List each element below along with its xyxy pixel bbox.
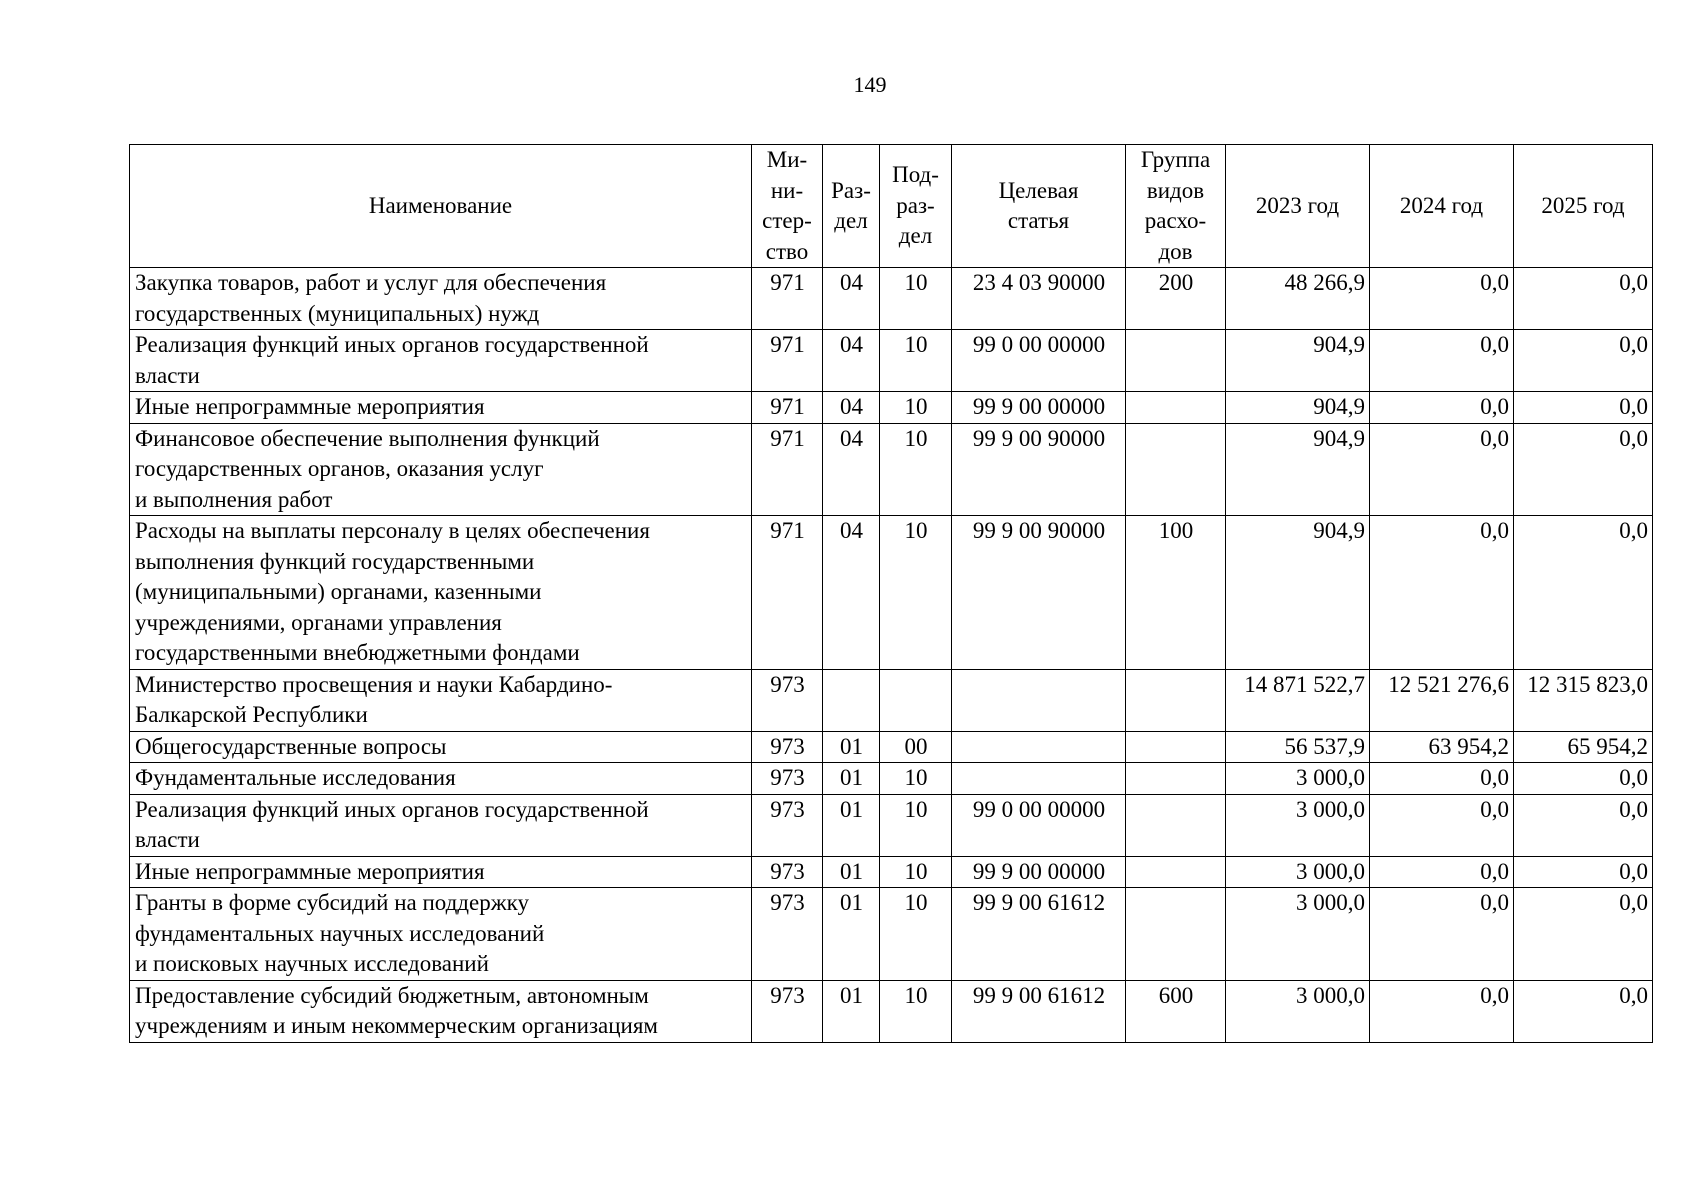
cell-name-line: власти xyxy=(135,362,200,388)
cell-ministry: 973 xyxy=(752,980,823,1042)
header-name: Наименование xyxy=(130,145,752,268)
cell-name-line: государственными внебюджетными фондами xyxy=(135,640,580,665)
cell-subsection: 00 xyxy=(880,731,952,763)
cell-section: 01 xyxy=(823,794,880,856)
cell-name xyxy=(130,330,752,392)
table-row xyxy=(130,516,1653,670)
cell-2025: 0,0 xyxy=(1514,268,1653,330)
cell-target: 99 0 00 00000 xyxy=(952,794,1126,856)
budget-table xyxy=(129,144,1653,1043)
cell-name-line: фундаментальных научных исследований xyxy=(135,920,545,946)
cell-name-line: выполнения функций государственными xyxy=(135,548,535,574)
cell-group xyxy=(1126,392,1226,424)
cell-ministry: 971 xyxy=(752,268,823,330)
cell-ministry: 971 xyxy=(752,330,823,392)
cell-target: 99 9 00 00000 xyxy=(952,392,1126,424)
cell-section: 01 xyxy=(823,856,880,888)
cell-2024: 0,0 xyxy=(1370,888,1514,981)
cell-2023: 3 000,0 xyxy=(1226,856,1370,888)
cell-2025: 0,0 xyxy=(1514,392,1653,424)
cell-group xyxy=(1126,888,1226,981)
header-2025: 2025 год xyxy=(1514,145,1653,268)
cell-target xyxy=(952,731,1126,763)
cell-name-line: государственных органов, оказания услуг xyxy=(135,456,544,481)
page-number: 149 xyxy=(853,72,887,97)
cell-ministry: 973 xyxy=(752,794,823,856)
cell-name-line: Общегосударственные вопросы xyxy=(135,733,447,759)
cell-name-line: Предоставление субсидий бюджетным, автономным xyxy=(135,982,649,1008)
cell-subsection: 10 xyxy=(880,763,952,795)
cell-target: 99 9 00 90000 xyxy=(952,516,1126,670)
cell-target: 99 9 00 90000 xyxy=(952,423,1126,516)
cell-name xyxy=(130,392,752,424)
cell-name xyxy=(130,669,752,731)
cell-name-line: (муниципальными) органами, казенными xyxy=(135,579,542,604)
cell-2023: 904,9 xyxy=(1226,516,1370,670)
table-row xyxy=(130,763,1653,795)
cell-name xyxy=(130,856,752,888)
cell-name-line: Закупка товаров, работ и услуг для обеспечения xyxy=(135,270,607,295)
cell-name xyxy=(130,763,752,795)
cell-name-line: власти xyxy=(135,827,200,852)
cell-target: 99 0 00 00000 xyxy=(952,330,1126,392)
cell-2023: 904,9 xyxy=(1226,330,1370,392)
table-row xyxy=(130,392,1653,424)
cell-2025: 0,0 xyxy=(1514,423,1653,516)
cell-2023: 56 537,9 xyxy=(1226,731,1370,763)
cell-2023: 3 000,0 xyxy=(1226,763,1370,795)
cell-name-line: Гранты в форме субсидий на поддержку xyxy=(135,890,529,915)
cell-subsection: 10 xyxy=(880,330,952,392)
cell-2025: 0,0 xyxy=(1514,330,1653,392)
cell-name xyxy=(130,980,752,1042)
table-row xyxy=(130,268,1653,330)
cell-2023: 3 000,0 xyxy=(1226,888,1370,981)
cell-group xyxy=(1126,731,1226,763)
cell-2025: 0,0 xyxy=(1514,888,1653,981)
header-section: Раз- дел xyxy=(823,145,880,268)
cell-target: 99 9 00 61612 xyxy=(952,980,1126,1042)
cell-target: 99 9 00 61612 xyxy=(952,888,1126,981)
cell-target xyxy=(952,669,1126,731)
cell-2024: 0,0 xyxy=(1370,763,1514,795)
cell-group xyxy=(1126,763,1226,795)
cell-ministry: 971 xyxy=(752,516,823,670)
cell-target xyxy=(952,763,1126,795)
cell-2023: 3 000,0 xyxy=(1226,980,1370,1042)
cell-2023: 48 266,9 xyxy=(1226,268,1370,330)
cell-group: 100 xyxy=(1126,516,1226,670)
cell-name-line: Иные непрограммные мероприятия xyxy=(135,394,485,419)
cell-name-line: и поисковых научных исследований xyxy=(135,951,489,976)
cell-name-line: учреждениям и иным некоммерческим организациям xyxy=(135,1013,658,1038)
cell-2025: 0,0 xyxy=(1514,856,1653,888)
header-ministry: Ми- ни- стер- ство xyxy=(752,145,823,268)
cell-group xyxy=(1126,856,1226,888)
cell-subsection: 10 xyxy=(880,516,952,670)
cell-group: 200 xyxy=(1126,268,1226,330)
cell-name xyxy=(130,423,752,516)
cell-section: 04 xyxy=(823,330,880,392)
cell-subsection: 10 xyxy=(880,794,952,856)
cell-name-line: Реализация функций иных органов государственной xyxy=(135,332,649,357)
cell-2023: 904,9 xyxy=(1226,392,1370,424)
table-row xyxy=(130,888,1653,981)
cell-2023: 904,9 xyxy=(1226,423,1370,516)
cell-ministry: 973 xyxy=(752,888,823,981)
cell-subsection: 10 xyxy=(880,888,952,981)
table-row xyxy=(130,856,1653,888)
cell-2024: 12 521 276,6 xyxy=(1370,669,1514,731)
cell-group xyxy=(1126,330,1226,392)
cell-2024: 0,0 xyxy=(1370,392,1514,424)
table-row xyxy=(130,423,1653,516)
cell-subsection xyxy=(880,669,952,731)
cell-name xyxy=(130,888,752,981)
table-row xyxy=(130,731,1653,763)
cell-name-line: Балкарской Республики xyxy=(135,702,368,727)
cell-2025: 0,0 xyxy=(1514,980,1653,1042)
header-target: Целевая статья xyxy=(952,145,1126,268)
cell-section: 04 xyxy=(823,392,880,424)
cell-name-line: Фундаментальные исследования xyxy=(135,765,456,790)
cell-section xyxy=(823,669,880,731)
cell-section: 01 xyxy=(823,731,880,763)
cell-2024: 0,0 xyxy=(1370,856,1514,888)
cell-name-line: государственных (муниципальных) нужд xyxy=(135,300,540,326)
cell-subsection: 10 xyxy=(880,856,952,888)
cell-target: 23 4 03 90000 xyxy=(952,268,1126,330)
cell-section: 01 xyxy=(823,980,880,1042)
cell-ministry: 973 xyxy=(752,763,823,795)
table-body xyxy=(130,268,1653,1043)
cell-name-line: Расходы на выплаты персоналу в целях обеспечения xyxy=(135,518,650,543)
header-group: Группа видов расхо- дов xyxy=(1126,145,1226,268)
cell-name xyxy=(130,268,752,330)
cell-section: 04 xyxy=(823,516,880,670)
cell-section: 04 xyxy=(823,268,880,330)
cell-name xyxy=(130,731,752,763)
cell-2024: 0,0 xyxy=(1370,268,1514,330)
cell-ministry: 971 xyxy=(752,392,823,424)
table-row xyxy=(130,980,1653,1042)
header-subsection: Под- раз- дел xyxy=(880,145,952,268)
cell-2025: 0,0 xyxy=(1514,516,1653,670)
header-2024: 2024 год xyxy=(1370,145,1514,268)
cell-2024: 0,0 xyxy=(1370,330,1514,392)
cell-2024: 0,0 xyxy=(1370,516,1514,670)
cell-name-line: Реализация функций иных органов государственной xyxy=(135,796,649,822)
cell-group: 600 xyxy=(1126,980,1226,1042)
cell-group xyxy=(1126,794,1226,856)
cell-ministry: 973 xyxy=(752,669,823,731)
cell-2025: 12 315 823,0 xyxy=(1514,669,1653,731)
cell-2024: 0,0 xyxy=(1370,794,1514,856)
cell-name xyxy=(130,516,752,670)
cell-2025: 0,0 xyxy=(1514,794,1653,856)
cell-group xyxy=(1126,669,1226,731)
table-row xyxy=(130,330,1653,392)
table-row xyxy=(130,669,1653,731)
cell-ministry: 973 xyxy=(752,731,823,763)
table-header-row xyxy=(130,145,1653,268)
cell-target: 99 9 00 00000 xyxy=(952,856,1126,888)
cell-section: 01 xyxy=(823,763,880,795)
cell-name-line: учреждениями, органами управления xyxy=(135,609,502,635)
cell-subsection: 10 xyxy=(880,268,952,330)
header-2023: 2023 год xyxy=(1226,145,1370,268)
cell-subsection: 10 xyxy=(880,392,952,424)
cell-name-line: Иные непрограммные мероприятия xyxy=(135,858,485,884)
cell-name-line: и выполнения работ xyxy=(135,486,333,512)
cell-subsection: 10 xyxy=(880,980,952,1042)
cell-name-line: Министерство просвещения и науки Кабардино- xyxy=(135,671,613,697)
cell-ministry: 971 xyxy=(752,423,823,516)
table-row xyxy=(130,794,1653,856)
cell-2023: 14 871 522,7 xyxy=(1226,669,1370,731)
cell-section: 04 xyxy=(823,423,880,516)
cell-2025: 65 954,2 xyxy=(1514,731,1653,763)
cell-name-line: Финансовое обеспечение выполнения функций xyxy=(135,425,600,451)
cell-2025: 0,0 xyxy=(1514,763,1653,795)
cell-subsection: 10 xyxy=(880,423,952,516)
cell-name xyxy=(130,794,752,856)
cell-2024: 0,0 xyxy=(1370,980,1514,1042)
cell-ministry: 973 xyxy=(752,856,823,888)
cell-2024: 0,0 xyxy=(1370,423,1514,516)
cell-section: 01 xyxy=(823,888,880,981)
cell-2024: 63 954,2 xyxy=(1370,731,1514,763)
cell-2023: 3 000,0 xyxy=(1226,794,1370,856)
cell-group xyxy=(1126,423,1226,516)
